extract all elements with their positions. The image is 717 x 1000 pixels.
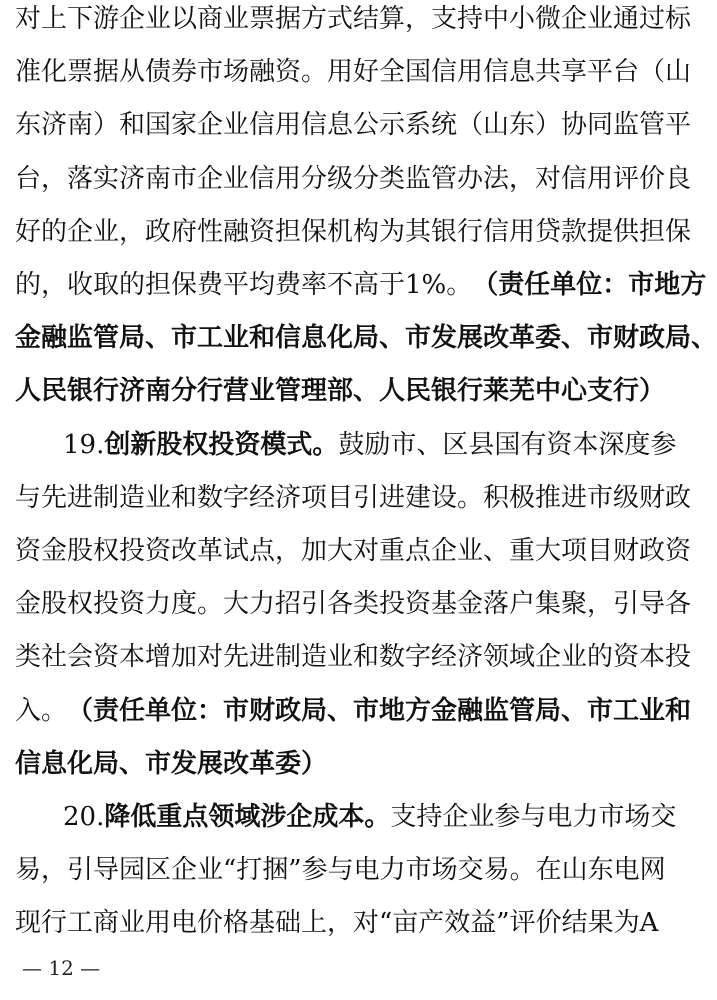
item-number: 19. xyxy=(63,430,105,460)
text-segment: 类社会资本增加对先进制造业和数字经济领域企业的资本投 xyxy=(15,642,692,672)
paragraph-line xyxy=(15,57,692,87)
text-segment: 支持企业参与电力市场交 xyxy=(390,802,677,832)
text-segment: 易，引导园区企业“打捆”参与电力市场交易。在山东电网 xyxy=(15,855,666,885)
responsibility-note: （责任单位：市地方 xyxy=(472,270,707,300)
paragraph-line xyxy=(15,642,692,672)
responsibility-note: 人民银行济南分行营业管理部、人民银行莱芜中心支行） xyxy=(15,376,666,406)
text-segment: 入。 xyxy=(15,696,68,726)
paragraph-line xyxy=(15,536,692,566)
responsibility-note: 信息化局、市发展改革委） xyxy=(15,749,328,779)
paragraph-line xyxy=(63,430,677,460)
paragraph-line xyxy=(15,749,627,779)
item-number: 20. xyxy=(63,802,105,832)
text-segment: 资金股权投资改革试点，加大对重点企业、重大项目财政资 xyxy=(15,536,692,566)
paragraph-line xyxy=(15,270,707,300)
paragraph-line xyxy=(15,164,692,194)
paragraph-line xyxy=(15,4,692,34)
item-heading: 降低重点领域涉企成本。 xyxy=(104,802,391,832)
paragraph-line xyxy=(15,855,666,885)
text-segment: 的，收取的担保费平均费率不高于1%。 xyxy=(15,270,473,300)
paragraph-line xyxy=(15,483,692,513)
paragraph-line xyxy=(15,217,692,247)
paragraph-line xyxy=(15,376,666,406)
text-segment: 现行工商业用电价格基础上，对“亩产效益”评价结果为A xyxy=(15,908,659,938)
responsibility-note: （责任单位：市财政局、市地方金融监管局、市工业和 xyxy=(67,696,692,726)
paragraph-line xyxy=(15,589,692,619)
paragraph-line xyxy=(15,323,717,353)
paragraph-line xyxy=(15,908,659,938)
paragraph-line xyxy=(63,802,677,832)
text-segment: 与先进制造业和数字经济项目引进建设。积极推进市级财政 xyxy=(15,483,692,513)
responsibility-note: 金融监管局、市工业和信息化局、市发展改革委、市财政局、 xyxy=(15,323,717,353)
page-number: — 12 — xyxy=(22,956,101,980)
item-heading: 创新股权投资模式。 xyxy=(104,430,339,460)
text-segment: 金股权投资力度。大力招引各类投资基金落户集聚，引导各 xyxy=(15,589,692,619)
text-segment: 准化票据从债券市场融资。用好全国信用信息共享平台（山 xyxy=(15,57,692,87)
text-segment: 鼓励市、区县国有资本深度参 xyxy=(338,430,677,460)
paragraph-line xyxy=(15,696,692,726)
text-segment: 东济南）和国家企业信用信息公示系统（山东）协同监管平 xyxy=(15,110,692,140)
text-segment: 台，落实济南市企业信用分级分类监管办法，对信用评价良 xyxy=(15,164,692,194)
text-segment: 对上下游企业以商业票据方式结算，支持中小微企业通过标 xyxy=(15,4,692,34)
paragraph-line xyxy=(15,110,692,140)
text-segment: 好的企业，政府性融资担保机构为其银行信用贷款提供担保 xyxy=(15,217,692,247)
